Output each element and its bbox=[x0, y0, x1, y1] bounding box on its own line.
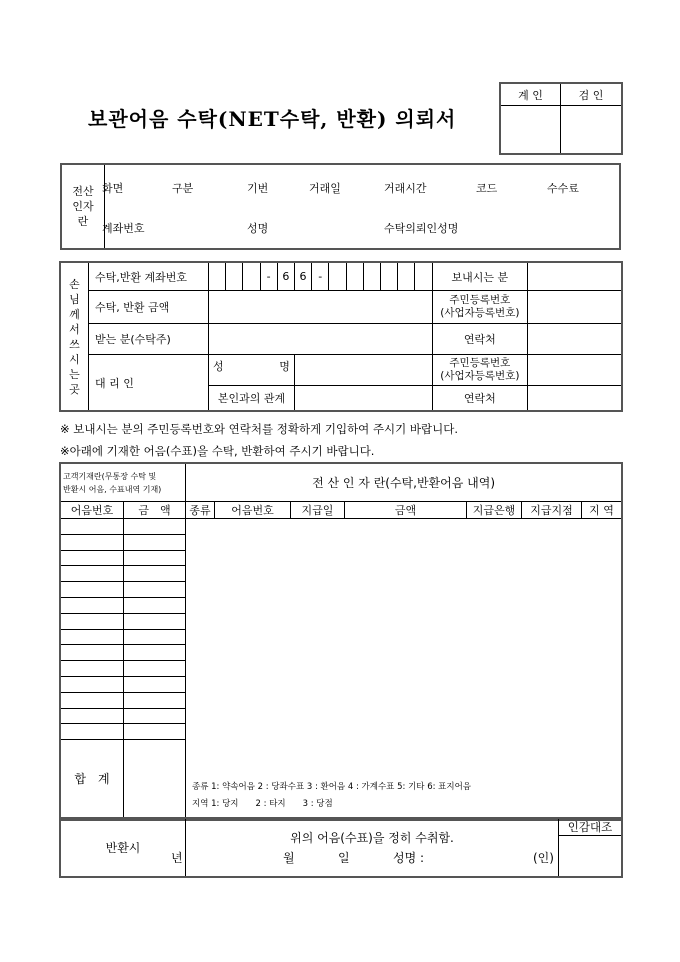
note-no-cell[interactable] bbox=[61, 550, 124, 566]
total-amount[interactable] bbox=[124, 740, 186, 820]
note-no-cell[interactable] bbox=[61, 613, 124, 629]
account-digit[interactable]: 6 bbox=[294, 263, 311, 291]
amount-input[interactable] bbox=[209, 291, 433, 324]
note-no-cell[interactable] bbox=[61, 566, 124, 582]
account-digit[interactable]: 6 bbox=[277, 263, 294, 291]
return-label: 반환시 bbox=[61, 819, 186, 877]
note-no-cell[interactable] bbox=[61, 597, 124, 613]
amount-cell[interactable] bbox=[124, 550, 186, 566]
col-cp-amount: 금액 bbox=[345, 502, 467, 519]
note-no-cell[interactable] bbox=[61, 676, 124, 692]
customer-entry-header bbox=[61, 464, 186, 502]
col-cp-note-no: 어음번호 bbox=[215, 502, 291, 519]
field-machine-no: 기번 bbox=[247, 182, 269, 195]
note-1: ※ 보내시는 분의 주민등록번호와 연락처를 정확하게 기입하여 주시기 바랍니다. bbox=[60, 422, 459, 436]
amount-cell[interactable] bbox=[124, 708, 186, 724]
field-code: 코드 bbox=[476, 182, 498, 195]
account-digit[interactable] bbox=[329, 263, 346, 291]
amount-cell[interactable] bbox=[124, 692, 186, 708]
field-type: 구분 bbox=[172, 182, 194, 195]
sender-label: 보내시는 분 bbox=[432, 263, 527, 291]
seal-check-box[interactable] bbox=[559, 836, 622, 877]
account-digit[interactable] bbox=[243, 263, 260, 291]
agent-name-label-1: 성 bbox=[213, 360, 224, 373]
sender-id-label bbox=[432, 291, 527, 324]
id-label-line2: (사업자등록번호) bbox=[440, 370, 520, 382]
amount-cell[interactable] bbox=[124, 582, 186, 598]
computer-print-section bbox=[60, 163, 621, 250]
day-label: 일 bbox=[338, 850, 350, 865]
col-pay-date: 지급일 bbox=[291, 502, 345, 519]
agent-contact-label: 연락처 bbox=[432, 386, 527, 411]
account-digit[interactable]: - bbox=[312, 263, 329, 291]
amount-cell[interactable] bbox=[124, 534, 186, 550]
amount-cell[interactable] bbox=[124, 566, 186, 582]
approval-header-clerk: 계 인 bbox=[501, 84, 561, 106]
customer-section-label: 손님께서쓰시는곳 bbox=[61, 263, 89, 411]
agent-relation-label: 본인과의 관계 bbox=[209, 386, 295, 411]
region-legend: 지역 1: 당지 2 : 타지 3 : 당점 bbox=[192, 799, 333, 810]
type-legend: 종류 1: 약속어음 2 : 당좌수표 3 : 환어음 4 : 가계수표 5: 기타 6: 표지어음 bbox=[192, 782, 472, 793]
page-title: 보관어음 수탁(NET수탁, 반환) 의뢰서 bbox=[88, 107, 457, 131]
total-label: 합 계 bbox=[61, 740, 124, 820]
note-2: ※아래에 기재한 어음(수표)을 수탁, 반환하여 주시기 바랍니다. bbox=[60, 444, 375, 458]
col-pay-branch: 지급지점 bbox=[522, 502, 582, 519]
col-amount: 금 액 bbox=[124, 502, 186, 519]
agent-id-label bbox=[432, 355, 527, 386]
approval-header-inspector: 검 인 bbox=[561, 84, 622, 106]
amount-cell[interactable] bbox=[124, 661, 186, 677]
seal-label: (인) bbox=[533, 850, 554, 865]
account-digit[interactable] bbox=[209, 263, 226, 291]
amount-cell[interactable] bbox=[124, 676, 186, 692]
field-name: 성명 bbox=[247, 222, 269, 235]
month-label: 월 bbox=[283, 850, 295, 865]
computer-print-area bbox=[186, 519, 622, 820]
account-digit[interactable] bbox=[363, 263, 380, 291]
approval-stamp-inspector[interactable] bbox=[561, 106, 622, 154]
note-no-cell[interactable] bbox=[61, 661, 124, 677]
col-pay-bank: 지급은행 bbox=[467, 502, 522, 519]
customer-header-line1: 고객기재란(무통장 수탁 및 bbox=[63, 471, 157, 481]
return-receipt bbox=[171, 819, 559, 877]
id-label-line1: 주민등록번호 bbox=[449, 357, 511, 369]
agent-name-label-2: 명 bbox=[279, 360, 290, 373]
customer-header-line2: 반환시 어음, 수표내역 기재) bbox=[63, 484, 162, 494]
amount-cell[interactable] bbox=[124, 597, 186, 613]
account-digit[interactable] bbox=[380, 263, 397, 291]
note-no-cell[interactable] bbox=[61, 534, 124, 550]
col-note-no: 어음번호 bbox=[61, 502, 124, 519]
agent-label: 대 리 인 bbox=[89, 355, 209, 411]
account-digit[interactable] bbox=[226, 263, 243, 291]
receiver-label: 받는 분(수탁주) bbox=[89, 324, 209, 355]
amount-cell[interactable] bbox=[124, 645, 186, 661]
agent-name-label bbox=[209, 355, 295, 386]
id-label-line1: 주민등록번호 bbox=[449, 294, 511, 306]
approval-box bbox=[500, 83, 622, 154]
note-no-cell[interactable] bbox=[61, 708, 124, 724]
sender-input[interactable] bbox=[527, 263, 621, 291]
amount-cell[interactable] bbox=[124, 724, 186, 740]
agent-contact-input[interactable] bbox=[527, 386, 621, 411]
note-no-cell[interactable] bbox=[61, 692, 124, 708]
sender-id-input[interactable] bbox=[527, 291, 621, 324]
sender-contact-label: 연락처 bbox=[432, 324, 527, 355]
field-fee: 수수료 bbox=[547, 182, 579, 195]
signature-label: 성명 : bbox=[393, 850, 425, 865]
id-label-line2: (사업자등록번호) bbox=[440, 307, 520, 319]
amount-cell[interactable] bbox=[124, 613, 186, 629]
note-no-cell[interactable] bbox=[61, 724, 124, 740]
return-section bbox=[60, 818, 622, 877]
field-screen: 화면 bbox=[102, 182, 124, 195]
agent-relation-input[interactable] bbox=[294, 386, 432, 411]
note-no-cell[interactable] bbox=[61, 645, 124, 661]
agent-name-input[interactable] bbox=[294, 355, 432, 386]
account-digit[interactable]: - bbox=[260, 263, 277, 291]
col-region: 지 역 bbox=[582, 502, 622, 519]
customer-section bbox=[60, 262, 622, 411]
approval-stamp-clerk[interactable] bbox=[501, 106, 561, 154]
field-trade-date: 거래일 bbox=[309, 182, 341, 195]
receipt-statement: 위의 어음(수표)을 정히 수취함. bbox=[290, 830, 454, 845]
field-requester-name: 수탁의뢰인성명 bbox=[384, 222, 459, 235]
amount-cell[interactable] bbox=[124, 519, 186, 535]
account-digit[interactable] bbox=[415, 263, 433, 291]
computer-print-header: 전 산 인 자 란(수탁,반환어음 내역) bbox=[186, 464, 622, 502]
note-no-cell[interactable] bbox=[61, 519, 124, 535]
account-digit[interactable] bbox=[346, 263, 363, 291]
account-digit[interactable] bbox=[398, 263, 415, 291]
sender-contact-input[interactable] bbox=[527, 324, 621, 355]
seal-check-label: 인감대조 bbox=[559, 819, 622, 836]
note-no-cell[interactable] bbox=[61, 629, 124, 645]
detail-section bbox=[60, 463, 622, 820]
computer-section-label: 전산인자란 bbox=[62, 165, 105, 248]
account-label: 수탁,반환 계좌번호 bbox=[89, 263, 209, 291]
field-account-no: 계좌번호 bbox=[102, 222, 145, 235]
agent-id-input[interactable] bbox=[527, 355, 621, 386]
col-type: 종류 bbox=[186, 502, 215, 519]
note-no-cell[interactable] bbox=[61, 582, 124, 598]
amount-cell[interactable] bbox=[124, 629, 186, 645]
field-trade-time: 거래시간 bbox=[384, 182, 427, 195]
year-text: 년 bbox=[171, 850, 183, 865]
amount-label: 수탁, 반환 금액 bbox=[89, 291, 209, 324]
receiver-input[interactable] bbox=[209, 324, 433, 355]
